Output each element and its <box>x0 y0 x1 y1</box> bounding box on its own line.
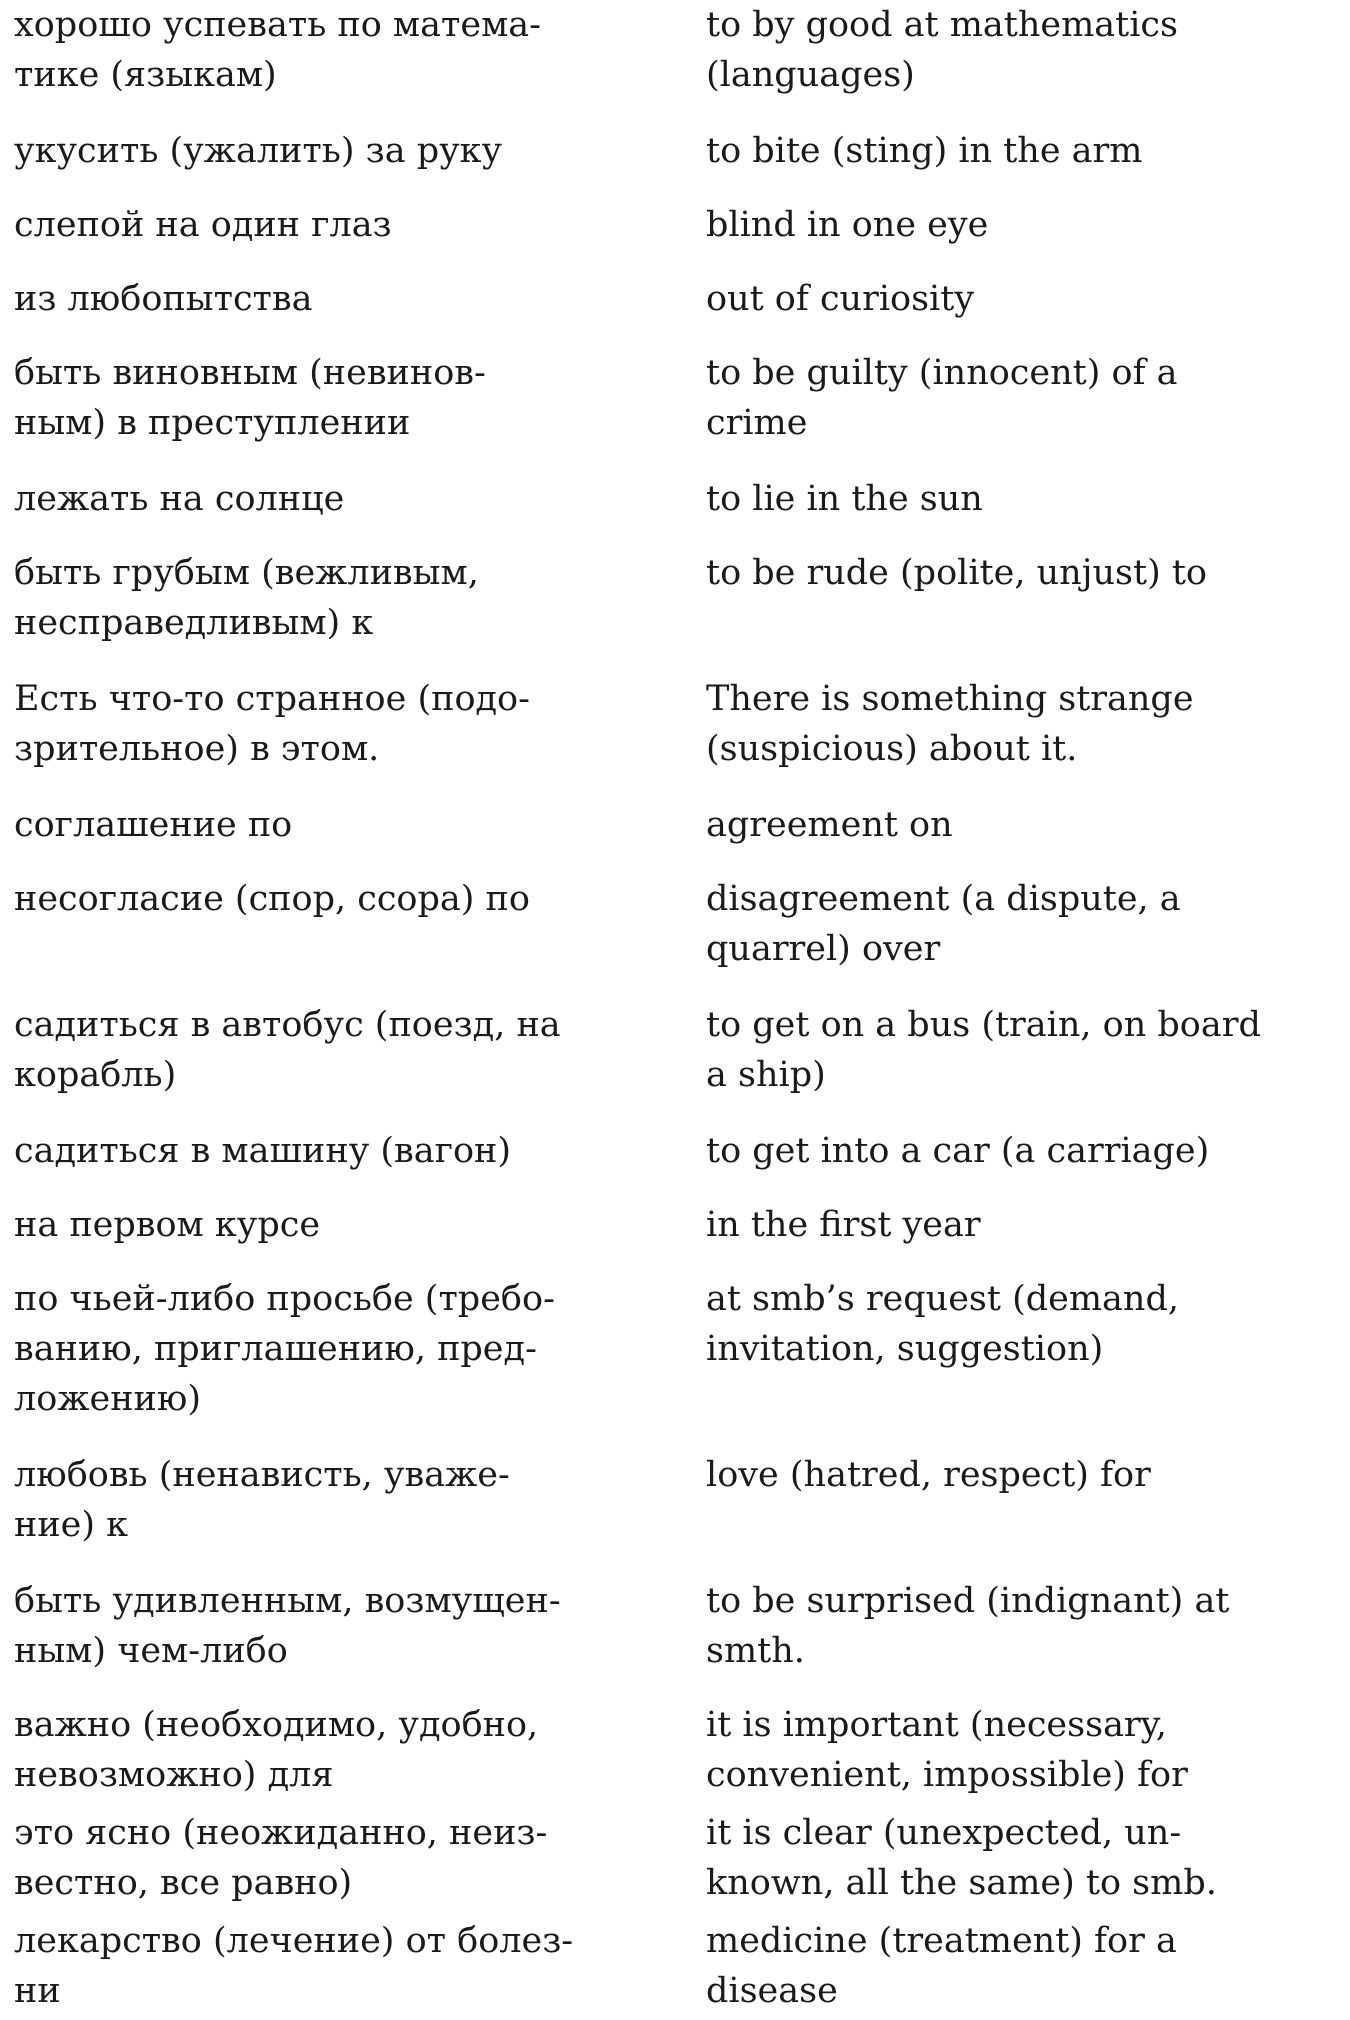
russian-phrase <box>14 474 694 524</box>
russian-phrase <box>14 1000 694 1100</box>
english-phrase <box>706 1000 1346 1100</box>
entry-row <box>14 1916 1334 2016</box>
english-line: (suspicious) about it. <box>706 729 1078 769</box>
russian-phrase <box>14 274 694 324</box>
entry-row <box>14 874 1334 974</box>
russian-line: любовь (ненависть, уваже- <box>14 1455 510 1495</box>
english-phrase <box>706 674 1346 774</box>
english-line: quarrel) over <box>706 929 941 969</box>
english-line: it is important (necessary, <box>706 1705 1167 1745</box>
english-line: at smb’s request (demand, <box>706 1279 1179 1319</box>
russian-phrase <box>14 1200 694 1250</box>
english-phrase <box>706 126 1346 176</box>
russian-line: соглашение по <box>14 805 293 845</box>
russian-phrase <box>14 1576 694 1676</box>
russian-line: по чьей-либо просьбе (требо- <box>14 1279 555 1319</box>
english-phrase <box>706 1916 1346 2016</box>
russian-line: вестно, все равно) <box>14 1863 353 1903</box>
russian-line: тике (языкам) <box>14 55 277 95</box>
russian-line: садиться в автобус (поезд, на <box>14 1005 561 1045</box>
russian-phrase <box>14 1700 694 1800</box>
english-line: blind in one eye <box>706 205 989 245</box>
english-phrase <box>706 0 1346 100</box>
russian-line: слепой на один глаз <box>14 205 392 245</box>
russian-line: ванию, приглашению, пред- <box>14 1329 537 1369</box>
entry-row <box>14 548 1334 648</box>
english-phrase <box>706 200 1346 250</box>
english-phrase <box>706 474 1346 524</box>
russian-line: быть удивленным, возмущен- <box>14 1581 561 1621</box>
english-phrase <box>706 874 1346 974</box>
russian-phrase <box>14 874 694 924</box>
russian-line: лежать на солнце <box>14 479 345 519</box>
vocabulary-page <box>14 0 1344 2020</box>
english-phrase <box>706 1200 1346 1250</box>
russian-line: важно (необходимо, удобно, <box>14 1705 539 1745</box>
entry-row <box>14 1808 1334 1908</box>
russian-line: ложению) <box>14 1379 201 1419</box>
russian-phrase <box>14 200 694 250</box>
english-line: it is clear (unexpected, un- <box>706 1813 1182 1853</box>
english-line: to bite (sting) in the arm <box>706 131 1143 171</box>
russian-phrase <box>14 548 694 648</box>
russian-line: ни <box>14 1971 61 2011</box>
russian-phrase <box>14 1808 694 1908</box>
english-phrase <box>706 548 1346 598</box>
entry-row <box>14 674 1334 774</box>
english-line: a ship) <box>706 1055 826 1095</box>
english-line: convenient, impossible) for <box>706 1755 1188 1795</box>
russian-phrase <box>14 674 694 774</box>
russian-phrase <box>14 800 694 850</box>
russian-line: на первом курсе <box>14 1205 321 1245</box>
english-phrase <box>706 1126 1346 1176</box>
english-line: in the first year <box>706 1205 981 1245</box>
russian-line: несогласие (спор, ссора) по <box>14 879 530 919</box>
russian-line: Есть что-то странное (подо- <box>14 679 530 719</box>
russian-phrase <box>14 1916 694 2016</box>
english-line: out of curiosity <box>706 279 975 319</box>
english-line: agreement on <box>706 805 953 845</box>
english-line: smth. <box>706 1631 805 1671</box>
russian-line: быть грубым (вежливым, <box>14 553 479 593</box>
english-line: (languages) <box>706 55 915 95</box>
english-line: love (hatred, respect) for <box>706 1455 1151 1495</box>
russian-phrase <box>14 0 694 100</box>
russian-line: ным) в преступлении <box>14 403 411 443</box>
english-line: to by good at mathematics <box>706 5 1178 45</box>
entry-row <box>14 0 1334 100</box>
entry-row <box>14 348 1334 448</box>
russian-line: зрительное) в этом. <box>14 729 380 769</box>
english-line: medicine (treatment) for a <box>706 1921 1177 1961</box>
russian-line: это ясно (неожиданно, неиз- <box>14 1813 548 1853</box>
entry-row <box>14 1450 1334 1550</box>
russian-phrase <box>14 1274 694 1424</box>
russian-line: невозможно) для <box>14 1755 334 1795</box>
russian-line: несправедливым) к <box>14 603 374 643</box>
english-phrase <box>706 348 1346 448</box>
russian-line: из любопытства <box>14 279 313 319</box>
english-line: to be guilty (innocent) of a <box>706 353 1178 393</box>
russian-phrase <box>14 126 694 176</box>
russian-phrase <box>14 1126 694 1176</box>
english-phrase <box>706 1576 1346 1676</box>
russian-phrase <box>14 1450 694 1550</box>
english-line: to get into a car (a carriage) <box>706 1131 1210 1171</box>
russian-line: корабль) <box>14 1055 177 1095</box>
english-line: known, all the same) to smb. <box>706 1863 1217 1903</box>
russian-phrase <box>14 348 694 448</box>
english-line: to be rude (polite, unjust) to <box>706 553 1207 593</box>
english-line: to get on a bus (train, on board <box>706 1005 1261 1045</box>
english-phrase <box>706 1700 1346 1800</box>
russian-line: садиться в машину (вагон) <box>14 1131 512 1171</box>
english-line: invitation, suggestion) <box>706 1329 1104 1369</box>
english-phrase <box>706 1808 1346 1908</box>
entry-row <box>14 1576 1334 1676</box>
entry-row <box>14 1274 1334 1419</box>
russian-line: ным) чем-либо <box>14 1631 288 1671</box>
english-phrase <box>706 1274 1346 1374</box>
russian-line: лекарство (лечение) от болез- <box>14 1921 574 1961</box>
russian-line: хорошо успевать по матема- <box>14 5 541 45</box>
english-line: crime <box>706 403 808 443</box>
russian-line: быть виновным (невинов- <box>14 353 486 393</box>
english-line: to lie in the sun <box>706 479 983 519</box>
english-phrase <box>706 274 1346 324</box>
english-line: disagreement (a dispute, a <box>706 879 1181 919</box>
english-line: disease <box>706 1971 838 2011</box>
russian-line: ние) к <box>14 1505 129 1545</box>
entry-row <box>14 1000 1334 1100</box>
entry-row <box>14 1700 1334 1800</box>
english-phrase <box>706 800 1346 850</box>
russian-line: укусить (ужалить) за руку <box>14 131 503 171</box>
english-phrase <box>706 1450 1346 1500</box>
english-line: to be surprised (indignant) at <box>706 1581 1230 1621</box>
english-line: There is something strange <box>706 679 1194 719</box>
